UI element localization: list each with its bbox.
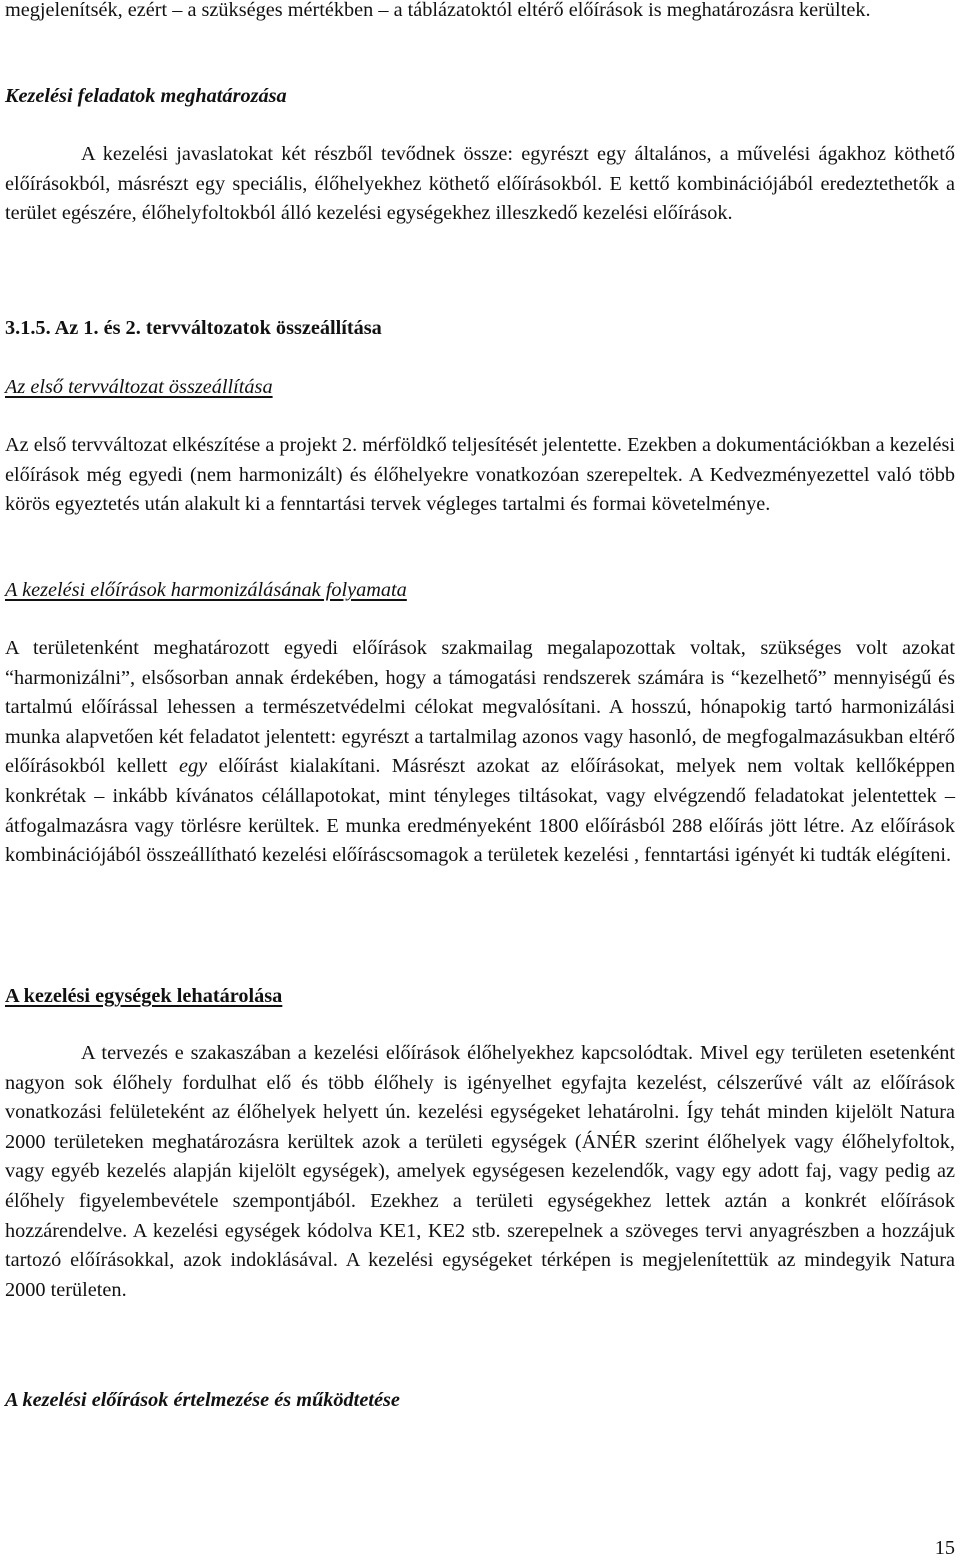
heading-ertelmezes: A kezelési előírások értelmezése és működtetése	[5, 1389, 400, 1411]
paragraph-kezelesi-javaslatok: A kezelési javaslatokat két részből tevődnek össze: egyrészt egy általános, a művelési ágakhoz köthető előírásokból, másrészt egy speciális, élőhelyekhez köthető előírásokból. E kettő kombinációjából eredeztethetők a terület egészére, élőhelyfoltokból álló kezelési egységekhez illeszkedő kezelési előírások.	[5, 143, 955, 225]
paragraph-kezelesi-egysegek: A tervezés e szakaszában a kezelési előírások élőhelyekhez kapcsolódtak. Mivel egy területen esetenként nagyon sok élőhely fordulhat elő és több élőhely is igényelhet egyfajta kezelést, célszerűvé vált az előírások vonatkozási felületeként az élőhelyek helyett ún. kezelési egységeket lehatárolni. Így tehát minden kijelölt Natura 2000 területeken meghatározásra kerültek azok a területi egységek (ÁNÉR szerint élőhelyek vagy élőhelyfoltok, vagy egyéb kezelés alapján kijelölt egységek), amelyek egységesen kezelendők, vagy egy adott faj, vagy pedig az élőhely figyelembevétele szempontjából. Ezekhez a területi egységekhez lettek aztán a konkrét előírások hozzárendelve. A kezelési egységek kódolva KE1, KE2 stb. szerepelnek a szöveges tervi anyagrészben a hozzájuk tartozó előírásokkal, azok indoklásával. A kezelési egységeket térképen is megjelenítettük az mindegyik Natura 2000 területen.	[5, 1042, 955, 1301]
heading-kezelesi-feladatok: Kezelési feladatok meghatározása	[5, 85, 287, 107]
harmonizalas-text-part-1: A területenként meghatározott egyedi előírások szakmailag megalapozottak voltak, szükséges volt azokat “harmonizálni”, elsősorban annak érdekében, hogy a támogatási rendszerek számára is “kezelhető” mennyiségű és tartalmú előírással lehessen a természetvédelmi célokat megvalósítani. A hosszú, hónapokig tartó harmonizálási munka alapvetően két feladatot jelentett: egyrészt a tartalmilag azonos vagy hasonló, de megfogalmazásukban eltérő előírásokból kellett	[5, 637, 955, 778]
section-heading-3-1-5: 3.1.5. Az 1. és 2. tervváltozatok összeállítása	[5, 317, 382, 339]
harmonizalas-text-part-2: előírást kialakítani. Másrészt azokat az előírásokat, melyek nem voltak kellőképpen konkrétak – inkább kívánatos célállapotokat, mint tényleges tiltásokat, vagy elvégzendő feladatokat jelentettek – átfogalmazásra vagy törlésre kerültek. E munka eredményeként 1800 előírásból 288 előírás jött létre. Az előírások kombinációjából összeállítható kezelési előíráscsomagok a területek kezelési , fenntartási igényét ki tudták elégíteni.	[5, 755, 955, 867]
harmonizalas-emphasis-egy: egy	[178, 755, 208, 778]
heading-harmonizalas: A kezelési előírások harmonizálásának folyamata	[5, 579, 407, 601]
intro-paragraph: megjelenítsék, ezért – a szükséges mértékben – a táblázatoktól eltérő előírások is meghatározásra kerültek.	[5, 0, 871, 21]
page-number: 15	[934, 1537, 955, 1559]
heading-elso-tervvaltozat: Az első tervváltozat összeállítása	[5, 376, 273, 398]
paragraph-harmonizalas	[5, 634, 955, 871]
heading-kezelesi-egysegek: A kezelési egységek lehatárolása	[5, 985, 283, 1007]
paragraph-elso-tervvaltozat: Az első tervváltozat elkészítése a projekt 2. mérföldkő teljesítését jelentette. Ezekben a dokumentációkban a kezelési előírások még egyedi (nem harmonizált) és élőhelyekre vonatkozóan szerepeltek. A Kedvezményezettel való több körös egyeztetés után alakult ki a fenntartási tervek végleges tartalmi és formai követelménye.	[5, 434, 955, 516]
